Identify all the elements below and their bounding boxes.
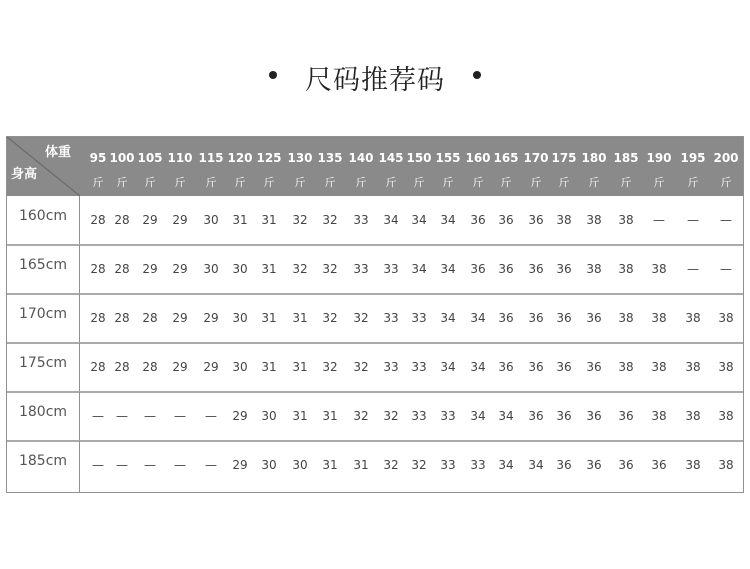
size-value-cell: 30 bbox=[232, 262, 248, 276]
size-value-cell: 34 bbox=[528, 458, 544, 472]
weight-header-cell bbox=[644, 137, 674, 190]
size-value-cell: 36 bbox=[556, 311, 572, 325]
weight-value: 190 bbox=[646, 151, 672, 165]
weight-unit: 斤 bbox=[558, 176, 570, 189]
size-value-cell: 36 bbox=[470, 213, 486, 227]
size-chart bbox=[6, 136, 744, 493]
title-text: 尺码推荐码 bbox=[305, 65, 445, 96]
size-value-cell: 38 bbox=[718, 458, 734, 472]
size-value-cell: 34 bbox=[383, 213, 399, 227]
size-value-cell: 29 bbox=[142, 213, 158, 227]
size-value-cell: 29 bbox=[172, 311, 188, 325]
size-value-cell: 33 bbox=[383, 360, 399, 374]
weight-unit: 斤 bbox=[620, 176, 632, 189]
size-value-cell: 36 bbox=[586, 458, 602, 472]
size-value-cell: 30 bbox=[232, 360, 248, 374]
size-value-cell: 33 bbox=[353, 213, 369, 227]
size-value-cell: 36 bbox=[498, 360, 514, 374]
size-value-cell: 32 bbox=[292, 213, 308, 227]
weight-value: 140 bbox=[348, 151, 374, 165]
size-value-cell: 30 bbox=[292, 458, 308, 472]
size-value-cell: 29 bbox=[172, 213, 188, 227]
size-value-cell: 38 bbox=[586, 262, 602, 276]
size-value-cell: 32 bbox=[353, 409, 369, 423]
row-divider bbox=[7, 244, 743, 246]
size-value-cell: 38 bbox=[651, 262, 667, 276]
weight-header-cell bbox=[376, 137, 406, 190]
weight-unit: 斤 bbox=[413, 176, 425, 189]
size-value-cell: 32 bbox=[353, 360, 369, 374]
size-value-cell: 34 bbox=[498, 409, 514, 423]
size-value-cell: 36 bbox=[498, 262, 514, 276]
weight-value: 110 bbox=[167, 151, 193, 165]
weight-header-cell bbox=[135, 137, 165, 190]
row-divider bbox=[7, 391, 743, 393]
size-value-cell: 33 bbox=[411, 360, 427, 374]
size-value-cell: 36 bbox=[528, 360, 544, 374]
size-value-cell: 28 bbox=[142, 360, 158, 374]
size-value-cell: 38 bbox=[718, 409, 734, 423]
size-value-cell: 29 bbox=[142, 262, 158, 276]
weight-header-cell bbox=[549, 137, 579, 190]
bullet-dot-left bbox=[269, 71, 277, 79]
weight-value: 95 bbox=[89, 151, 107, 165]
weight-unit: 斤 bbox=[472, 176, 484, 189]
size-value-cell: 32 bbox=[383, 458, 399, 472]
weight-value: 185 bbox=[613, 151, 639, 165]
size-value-cell: — bbox=[144, 458, 156, 472]
size-value-cell: 28 bbox=[114, 360, 130, 374]
size-value-cell: 36 bbox=[618, 458, 634, 472]
size-value-cell: 36 bbox=[586, 311, 602, 325]
size-value-cell: 32 bbox=[383, 409, 399, 423]
size-value-cell: 28 bbox=[114, 311, 130, 325]
size-value-cell: — bbox=[687, 213, 699, 227]
size-value-cell: 33 bbox=[383, 311, 399, 325]
weight-value: 100 bbox=[109, 151, 135, 165]
size-value-cell: 28 bbox=[90, 262, 106, 276]
size-value-cell: 36 bbox=[586, 409, 602, 423]
size-value-cell: 34 bbox=[470, 311, 486, 325]
size-value-cell: 32 bbox=[322, 262, 338, 276]
weight-header-cell bbox=[579, 137, 609, 190]
size-value-cell: 36 bbox=[498, 311, 514, 325]
size-value-cell: — bbox=[205, 409, 217, 423]
size-value-cell: 38 bbox=[718, 311, 734, 325]
size-value-cell: 33 bbox=[470, 458, 486, 472]
height-label: 160cm bbox=[7, 196, 80, 245]
size-value-cell: 33 bbox=[383, 262, 399, 276]
size-value-cell: 32 bbox=[411, 458, 427, 472]
size-value-cell: 36 bbox=[586, 360, 602, 374]
size-value-cell: — bbox=[205, 458, 217, 472]
weight-unit: 斤 bbox=[234, 176, 246, 189]
size-value-cell: 36 bbox=[556, 262, 572, 276]
size-value-cell: 34 bbox=[498, 458, 514, 472]
weight-header-cell bbox=[463, 137, 493, 190]
size-value-cell: 38 bbox=[685, 360, 701, 374]
size-value-cell: 34 bbox=[470, 360, 486, 374]
weight-unit: 斤 bbox=[355, 176, 367, 189]
size-value-cell: 36 bbox=[528, 409, 544, 423]
weight-value: 130 bbox=[287, 151, 313, 165]
size-value-cell: 36 bbox=[528, 213, 544, 227]
weight-unit: 斤 bbox=[174, 176, 186, 189]
weight-unit: 斤 bbox=[653, 176, 665, 189]
weight-value: 195 bbox=[680, 151, 706, 165]
weight-header-cell bbox=[196, 137, 226, 190]
weight-header-cell bbox=[404, 137, 434, 190]
weight-unit: 斤 bbox=[720, 176, 732, 189]
weight-header-cell bbox=[165, 137, 195, 190]
size-value-cell: 36 bbox=[470, 262, 486, 276]
page-title bbox=[0, 58, 750, 97]
size-value-cell: 32 bbox=[353, 311, 369, 325]
size-value-cell: 30 bbox=[232, 311, 248, 325]
size-value-cell: — bbox=[174, 409, 186, 423]
weight-unit: 斤 bbox=[500, 176, 512, 189]
size-value-cell: 38 bbox=[618, 360, 634, 374]
weight-value: 105 bbox=[137, 151, 163, 165]
size-value-cell: 36 bbox=[556, 360, 572, 374]
height-label: 180cm bbox=[7, 392, 80, 441]
size-value-cell: — bbox=[653, 213, 665, 227]
size-value-cell: 30 bbox=[203, 262, 219, 276]
weight-unit: 斤 bbox=[442, 176, 454, 189]
weight-header-cell bbox=[315, 137, 345, 190]
weight-value: 200 bbox=[713, 151, 739, 165]
size-value-cell: 38 bbox=[618, 262, 634, 276]
size-value-cell: 36 bbox=[498, 213, 514, 227]
size-value-cell: 32 bbox=[322, 311, 338, 325]
row-divider bbox=[7, 342, 743, 344]
weight-header-cell bbox=[521, 137, 551, 190]
weight-value: 180 bbox=[581, 151, 607, 165]
size-value-cell: 28 bbox=[114, 213, 130, 227]
size-value-cell: 31 bbox=[322, 458, 338, 472]
size-value-cell: 31 bbox=[261, 213, 277, 227]
size-value-cell: — bbox=[116, 409, 128, 423]
size-value-cell: 34 bbox=[440, 262, 456, 276]
size-value-cell: — bbox=[720, 262, 732, 276]
size-value-cell: 28 bbox=[90, 360, 106, 374]
weight-unit: 斤 bbox=[588, 176, 600, 189]
size-value-cell: 36 bbox=[556, 409, 572, 423]
size-value-cell: 29 bbox=[172, 360, 188, 374]
size-value-cell: 31 bbox=[292, 311, 308, 325]
size-value-cell: 38 bbox=[651, 360, 667, 374]
size-value-cell: 38 bbox=[718, 360, 734, 374]
size-value-cell: 29 bbox=[232, 409, 248, 423]
height-label: 185cm bbox=[7, 441, 80, 492]
size-value-cell: 34 bbox=[470, 409, 486, 423]
weight-header-cell bbox=[107, 137, 137, 190]
size-value-cell: 33 bbox=[411, 311, 427, 325]
size-value-cell: 30 bbox=[261, 409, 277, 423]
size-value-cell: 34 bbox=[440, 311, 456, 325]
row-divider bbox=[7, 440, 743, 442]
weight-value: 160 bbox=[465, 151, 491, 165]
weight-unit: 斤 bbox=[324, 176, 336, 189]
weight-header-row bbox=[80, 137, 743, 196]
size-value-cell: 33 bbox=[440, 458, 456, 472]
weight-value: 120 bbox=[227, 151, 253, 165]
weight-value: 165 bbox=[493, 151, 519, 165]
size-value-cell: 36 bbox=[651, 458, 667, 472]
size-value-cell: 30 bbox=[261, 458, 277, 472]
weight-header-cell bbox=[433, 137, 463, 190]
weight-header-cell bbox=[611, 137, 641, 190]
corner-header bbox=[7, 137, 80, 196]
size-value-cell: 31 bbox=[353, 458, 369, 472]
size-value-cell: — bbox=[174, 458, 186, 472]
size-value-cell: 28 bbox=[142, 311, 158, 325]
weight-value: 125 bbox=[256, 151, 282, 165]
weight-value: 115 bbox=[198, 151, 224, 165]
size-value-cell: 30 bbox=[203, 213, 219, 227]
weight-header-cell bbox=[678, 137, 708, 190]
size-value-cell: 32 bbox=[322, 360, 338, 374]
row-divider bbox=[7, 293, 743, 295]
height-axis-label: 身高 bbox=[11, 167, 38, 182]
size-value-cell: 34 bbox=[440, 213, 456, 227]
size-value-cell: 34 bbox=[411, 262, 427, 276]
size-value-cell: 31 bbox=[292, 360, 308, 374]
weight-header-cell bbox=[225, 137, 255, 190]
weight-unit: 斤 bbox=[205, 176, 217, 189]
weight-unit: 斤 bbox=[263, 176, 275, 189]
size-value-cell: 29 bbox=[203, 311, 219, 325]
size-value-cell: 32 bbox=[292, 262, 308, 276]
size-value-cell: 33 bbox=[353, 262, 369, 276]
size-value-cell: 36 bbox=[528, 311, 544, 325]
size-value-cell: 38 bbox=[685, 311, 701, 325]
size-value-cell: 36 bbox=[528, 262, 544, 276]
weight-value: 155 bbox=[435, 151, 461, 165]
size-value-cell: 33 bbox=[411, 409, 427, 423]
weight-header-cell bbox=[254, 137, 284, 190]
size-value-cell: 29 bbox=[203, 360, 219, 374]
size-value-cell: 38 bbox=[586, 213, 602, 227]
size-value-cell: — bbox=[116, 458, 128, 472]
size-value-cell: 34 bbox=[411, 213, 427, 227]
bullet-dot-right bbox=[473, 71, 481, 79]
size-value-cell: 38 bbox=[556, 213, 572, 227]
size-value-cell: 38 bbox=[618, 311, 634, 325]
size-value-cell: 38 bbox=[618, 213, 634, 227]
size-value-cell: 29 bbox=[172, 262, 188, 276]
size-value-cell: 33 bbox=[440, 409, 456, 423]
height-label: 170cm bbox=[7, 294, 80, 343]
size-value-cell: — bbox=[92, 409, 104, 423]
size-value-cell: 31 bbox=[292, 409, 308, 423]
size-value-cell: — bbox=[687, 262, 699, 276]
size-value-cell: 31 bbox=[261, 311, 277, 325]
weight-value: 170 bbox=[523, 151, 549, 165]
size-value-cell: 38 bbox=[651, 409, 667, 423]
size-value-cell: 32 bbox=[322, 213, 338, 227]
size-value-cell: — bbox=[144, 409, 156, 423]
size-value-cell: 38 bbox=[685, 458, 701, 472]
size-value-cell: 36 bbox=[618, 409, 634, 423]
size-value-cell: 29 bbox=[232, 458, 248, 472]
size-value-cell: 36 bbox=[556, 458, 572, 472]
weight-unit: 斤 bbox=[385, 176, 397, 189]
size-value-cell: 28 bbox=[90, 213, 106, 227]
size-value-cell: 28 bbox=[114, 262, 130, 276]
size-value-cell: — bbox=[92, 458, 104, 472]
size-value-cell: 38 bbox=[651, 311, 667, 325]
weight-unit: 斤 bbox=[144, 176, 156, 189]
size-value-cell: 31 bbox=[322, 409, 338, 423]
weight-unit: 斤 bbox=[530, 176, 542, 189]
size-value-cell: — bbox=[720, 213, 732, 227]
weight-value: 135 bbox=[317, 151, 343, 165]
weight-header-cell bbox=[491, 137, 521, 190]
weight-unit: 斤 bbox=[92, 176, 104, 189]
weight-value: 145 bbox=[378, 151, 404, 165]
height-label: 175cm bbox=[7, 343, 80, 392]
weight-value: 175 bbox=[551, 151, 577, 165]
size-value-cell: 31 bbox=[261, 360, 277, 374]
weight-header-cell bbox=[346, 137, 376, 190]
weight-header-cell bbox=[285, 137, 315, 190]
weight-header-cell bbox=[711, 137, 741, 190]
weight-unit: 斤 bbox=[687, 176, 699, 189]
weight-unit: 斤 bbox=[294, 176, 306, 189]
height-label: 165cm bbox=[7, 245, 80, 294]
size-value-cell: 31 bbox=[261, 262, 277, 276]
weight-axis-label: 体重 bbox=[44, 145, 71, 160]
weight-unit: 斤 bbox=[116, 176, 128, 189]
size-value-cell: 34 bbox=[440, 360, 456, 374]
weight-value: 150 bbox=[406, 151, 432, 165]
size-value-cell: 38 bbox=[685, 409, 701, 423]
size-value-cell: 28 bbox=[90, 311, 106, 325]
size-value-cell: 31 bbox=[232, 213, 248, 227]
